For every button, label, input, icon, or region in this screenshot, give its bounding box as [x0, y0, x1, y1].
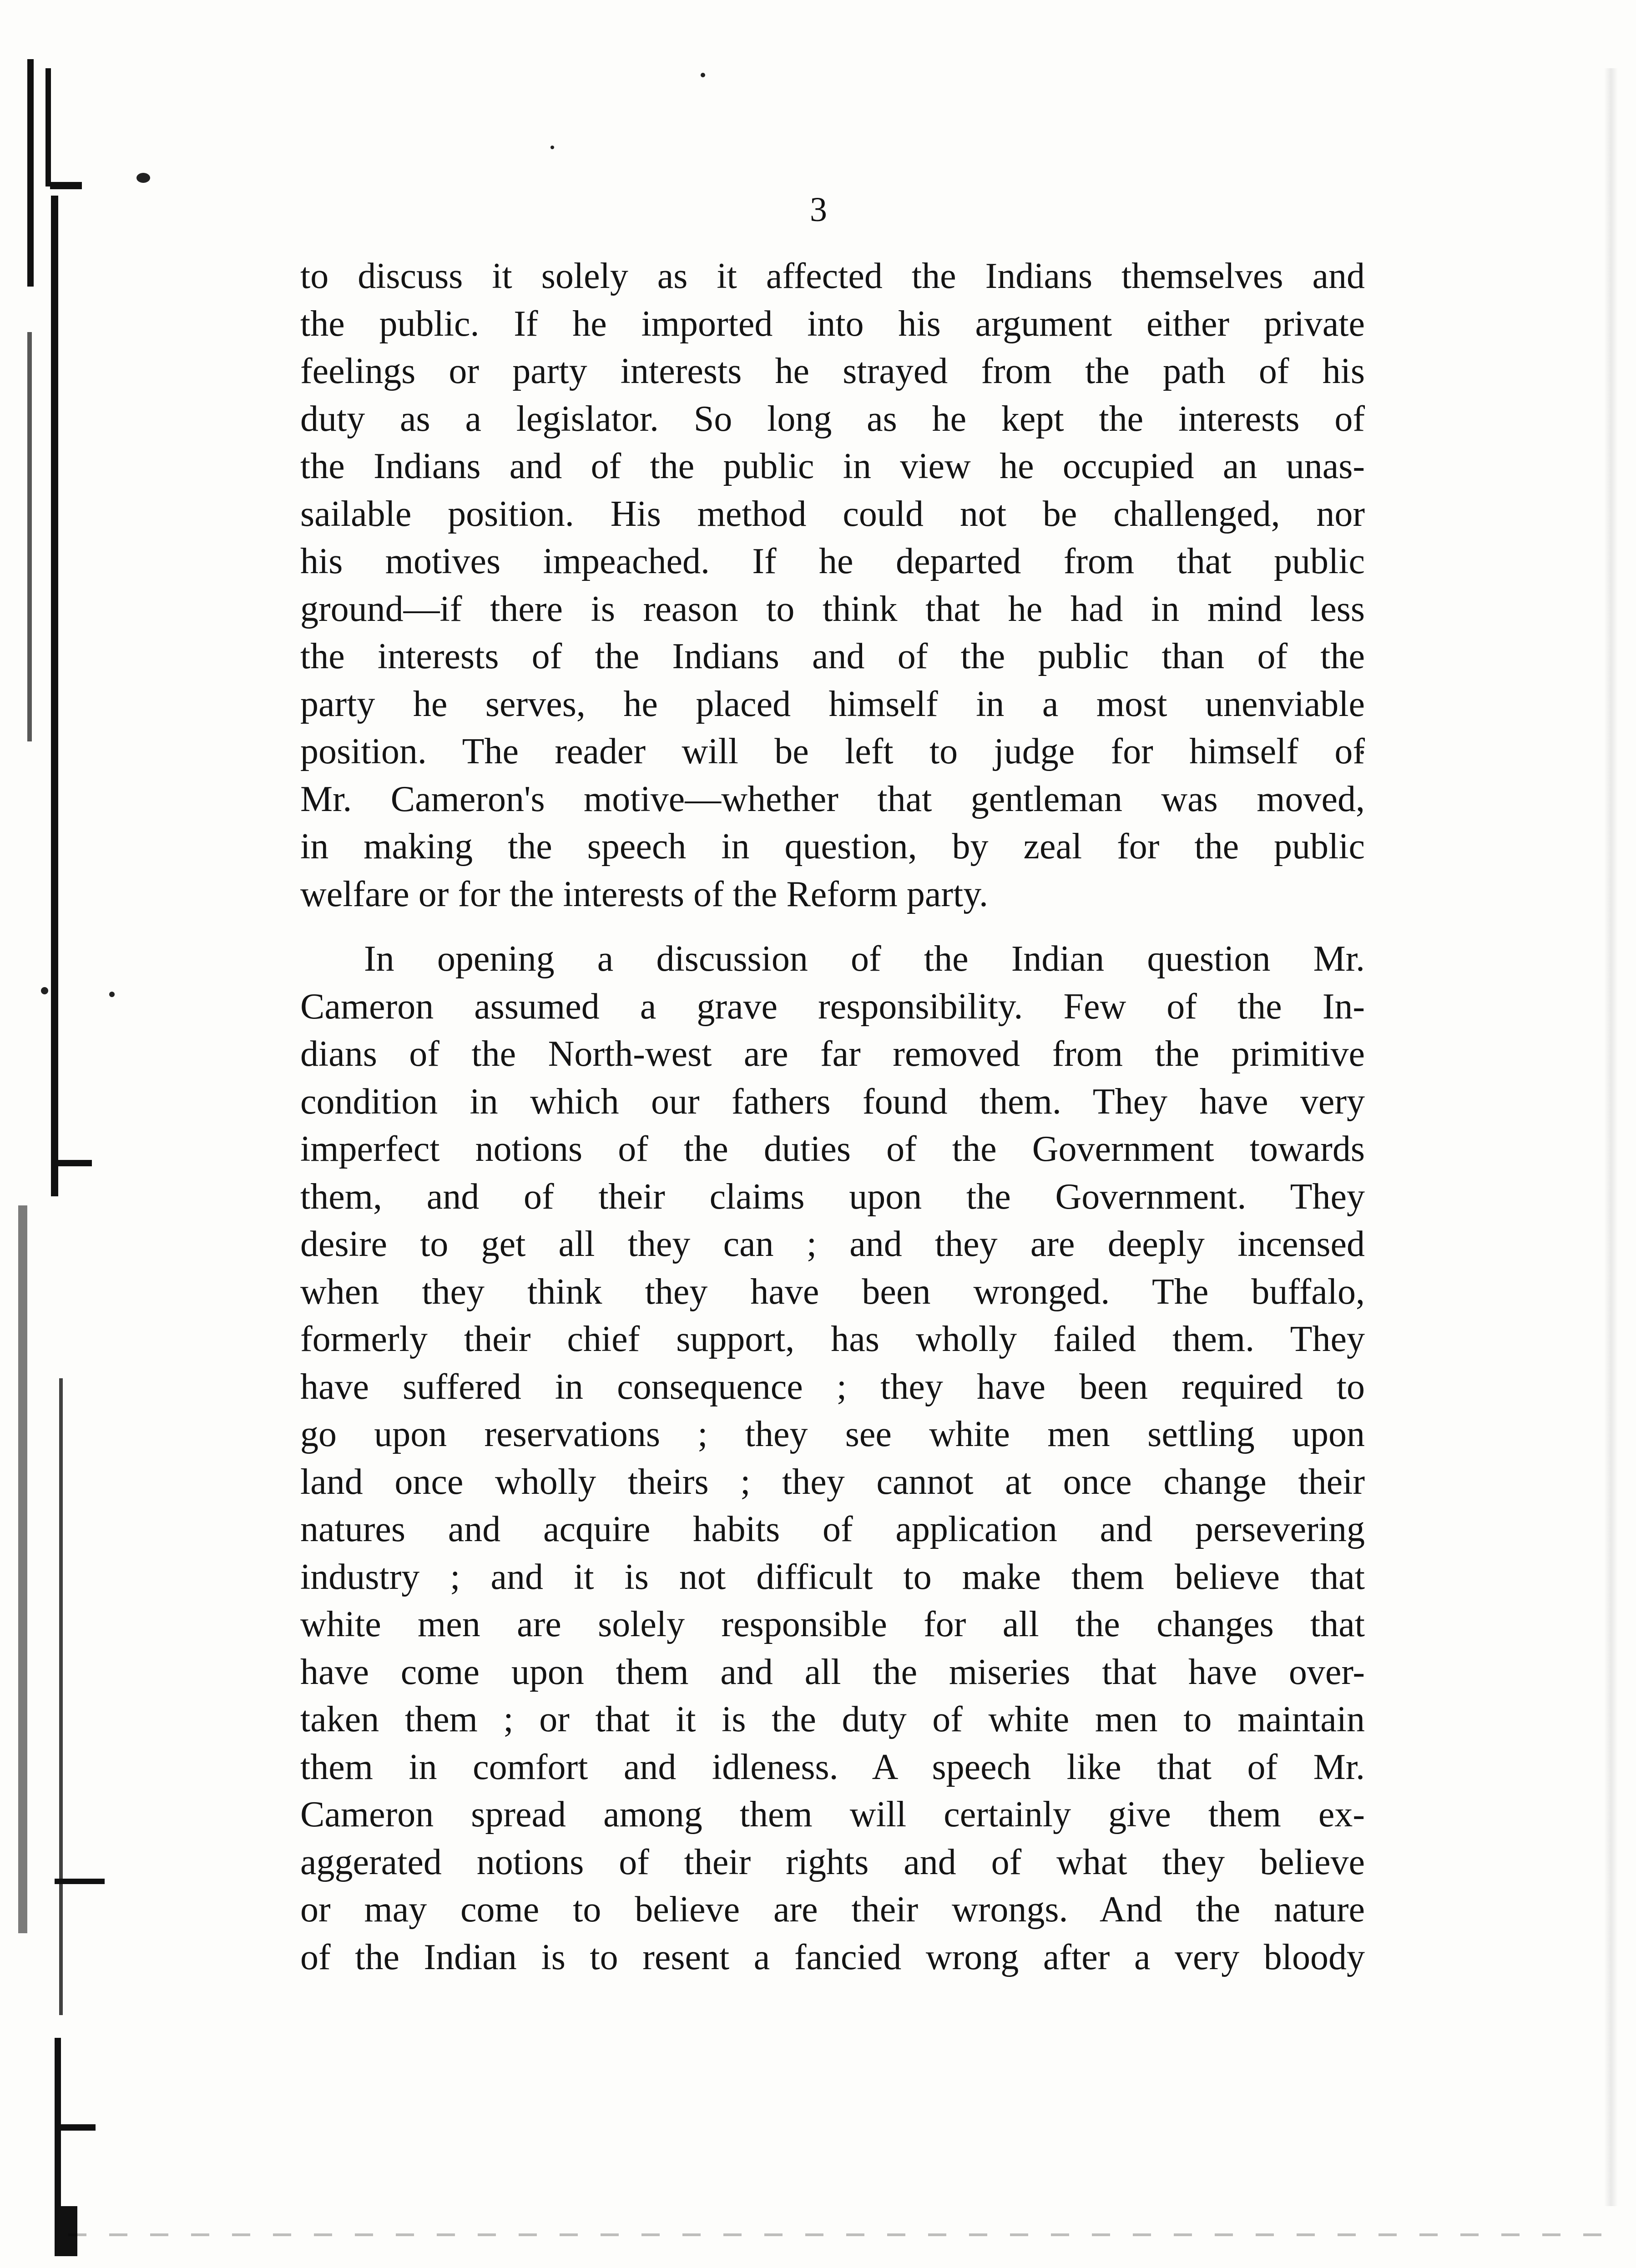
- text-line: position. The reader will be left to judge for himself of: [300, 731, 1365, 771]
- text-line: them in comfort and idleness. A speech like that of Mr.: [300, 1747, 1365, 1787]
- text-line: party he serves, he placed himself in a most unenviable: [300, 684, 1365, 724]
- text-line: welfare or for the interests of the Reform party.: [300, 874, 988, 914]
- text-line: have come upon them and all the miseries that have over-: [300, 1652, 1365, 1692]
- text-line: to discuss it solely as it affected the Indians themselves and: [300, 256, 1365, 296]
- text-line: Cameron spread among them will certainly give them ex-: [300, 1794, 1365, 1835]
- text-line: the Indians and of the public in view he occupied an unas-: [300, 446, 1365, 486]
- text-line: ground—if there is reason to think that he had in mind less: [300, 589, 1365, 629]
- text-line: desire to get all they can ; and they are deeply incensed: [300, 1224, 1365, 1264]
- text-line: the interests of the Indians and of the public than of the: [300, 636, 1365, 676]
- text-line: condition in which our fathers found them. They have very: [300, 1081, 1365, 1122]
- dust-speck: [109, 992, 115, 997]
- right-page-edge: [1604, 68, 1618, 2206]
- text-line: in making the speech in question, by zeal for the public: [300, 827, 1365, 867]
- text-line: feelings or party interests he strayed from the path of his: [300, 351, 1365, 391]
- text-line: dians of the North-west are far removed from the primitive: [300, 1034, 1365, 1074]
- text-line: Mr. Cameron's motive—whether that gentleman was moved,: [300, 779, 1365, 819]
- text-line: sailable position. His method could not be challenged, nor: [300, 494, 1365, 534]
- ink-blot: [136, 173, 150, 183]
- text-line: go upon reservations ; they see white men settling upon: [300, 1414, 1365, 1454]
- text-line: Cameron assumed a grave responsibility. Few of the In-: [300, 986, 1365, 1027]
- text-line: when they think they have been wronged. The buffalo,: [300, 1271, 1365, 1312]
- text-line: white men are solely responsible for all the changes that: [300, 1604, 1365, 1644]
- text-line: them, and of their claims upon the Government. They: [300, 1176, 1365, 1217]
- text-line: aggerated notions of their rights and of what they believe: [300, 1842, 1365, 1882]
- body-text: [300, 252, 1365, 1981]
- text-line: or may come to believe are their wrongs. And the nature: [300, 1890, 1365, 1930]
- binding-edge: [0, 59, 68, 2256]
- text-line: of the Indian is to resent a fancied wrong after a very bloody: [300, 1937, 1365, 1977]
- dust-speck: [550, 146, 554, 149]
- dust-speck: [701, 73, 705, 77]
- bottom-page-edge: [68, 2233, 1609, 2236]
- page-number: 3: [810, 191, 827, 229]
- dust-speck: [41, 987, 48, 994]
- text-line: his motives impeached. If he departed from that public: [300, 541, 1365, 581]
- text-line: land once wholly theirs ; they cannot at once change their: [300, 1462, 1365, 1502]
- text-line: have suffered in consequence ; they have been required to: [300, 1366, 1365, 1407]
- text-line-indented: In opening a discussion of the Indian question Mr.: [364, 939, 1365, 979]
- text-line: taken them ; or that it is the duty of white men to maintain: [300, 1699, 1365, 1739]
- paragraph-1: [300, 252, 1365, 918]
- paragraph-2: [300, 935, 1365, 1981]
- text-line: imperfect notions of the duties of the Government towards: [300, 1129, 1365, 1169]
- text-line: the public. If he imported into his argument either private: [300, 303, 1365, 344]
- text-line: industry ; and it is not difficult to make them believe that: [300, 1557, 1365, 1597]
- text-line: natures and acquire habits of application and persevering: [300, 1509, 1365, 1549]
- text-line: formerly their chief support, has wholly failed them. They: [300, 1319, 1365, 1359]
- text-line: duty as a legislator. So long as he kept the interests of: [300, 398, 1365, 439]
